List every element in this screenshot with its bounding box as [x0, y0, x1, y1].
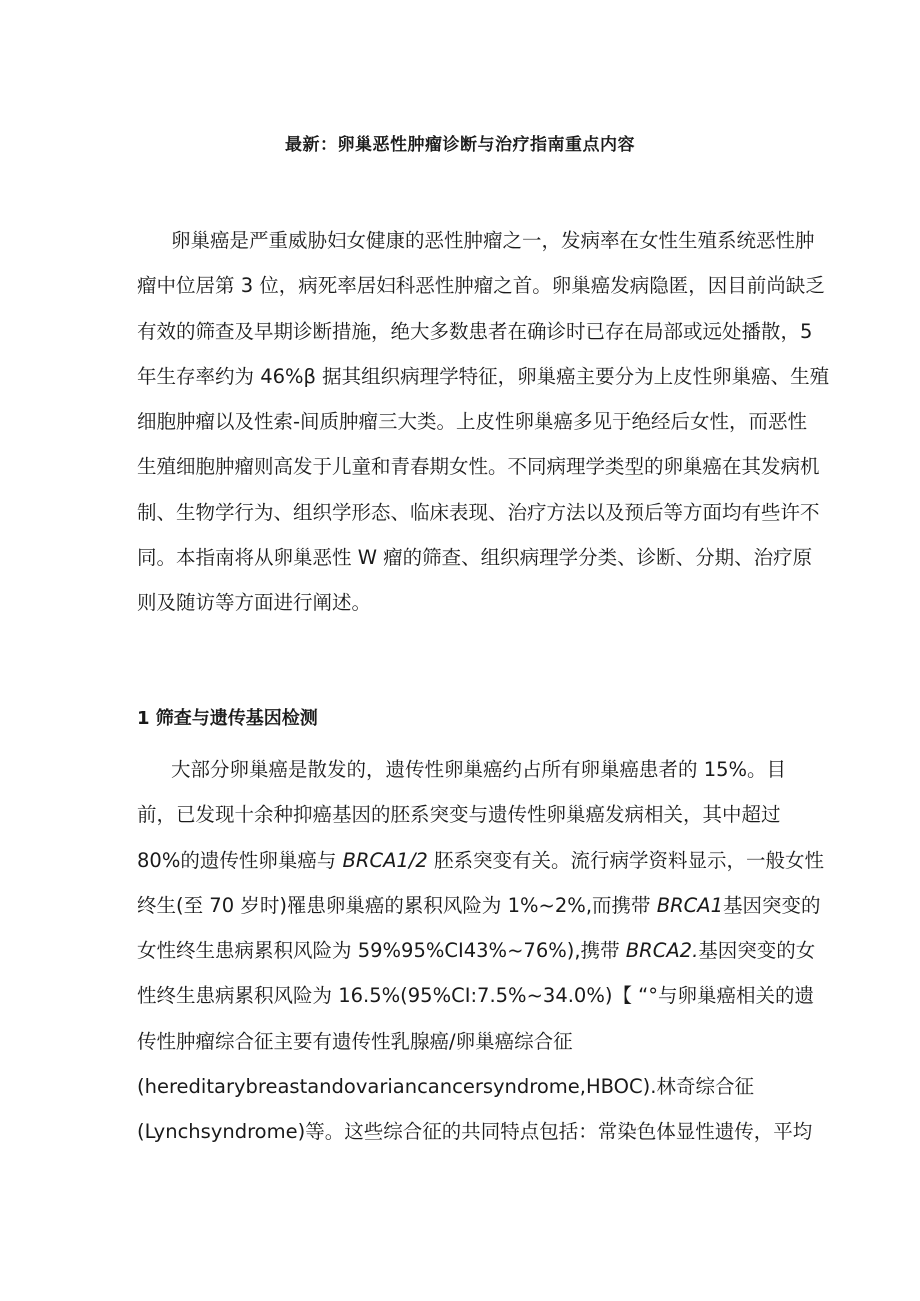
- text-line: (Lynchsyndrome)等。这些综合征的共同特点包括：常染色体显性遗传，平均: [137, 1120, 813, 1144]
- text-line: 生殖细胞肿瘤则高发于儿童和青春期女性。不同病理学类型的卵巢癌在其发病机: [137, 455, 820, 479]
- text-fragment: 胚系突变有关。流行病学资料显示，一般女性: [427, 848, 825, 872]
- text-line: 传性肿瘤综合征主要有遗传性乳腺癌/卵巢癌综合征: [137, 1029, 573, 1053]
- text-fragment: 基因突变的女: [698, 939, 816, 963]
- text-line: (hereditarybreastandovariancancersyndrome,HBOC).林奇综合征: [137, 1075, 754, 1099]
- section-heading: 1 筛查与遗传基因检测: [137, 708, 318, 729]
- text-line: 细胞肿瘤以及性索-间质肿瘤三大类。上皮性卵巢癌多见于绝经后女性，而恶性: [137, 410, 808, 434]
- section-1-paragraph: [137, 747, 825, 1155]
- text-line: 前，已发现十余种抑癌基因的胚系突变与遗传性卵巢癌发病相关，其中超过: [137, 803, 781, 827]
- text-line: 同。本指南将从卵巢恶性 W 瘤的筛查、组织病理学分类、诊断、分期、治疗原: [137, 546, 813, 570]
- text-line: [137, 838, 825, 883]
- text-fragment: 终生(至 70 岁时)罹患卵巢癌的累积风险为 1%~2%,而携带: [137, 893, 657, 917]
- text-line: 有效的筛查及早期诊断措施，绝大多数患者在确诊时已存在局部或远处播散，5: [137, 319, 813, 343]
- text-line: 大部分卵巢癌是散发的，遗传性卵巢癌约占所有卵巢癌患者的 15%。目: [171, 758, 787, 781]
- text-fragment: 80%的遗传性卵巢癌与: [137, 848, 343, 872]
- text-line: 卵巢癌是严重威胁妇女健康的恶性肿瘤之一，发病率在女性生殖系统恶性肿: [171, 229, 815, 252]
- text-line: 年生存率约为 46%β 据其组织病理学特征，卵巢癌主要分为上皮性卵巢癌、生殖: [137, 364, 830, 388]
- text-line: [137, 883, 821, 928]
- intro-paragraph: [137, 218, 830, 626]
- gene-name: BRCA1: [656, 893, 724, 917]
- text-line: 则及随访等方面进行阐述。: [137, 591, 372, 615]
- text-fragment: 女性终生患病累积风险为 59%95%CI43%~76%),携带: [137, 939, 626, 963]
- gene-name: BRCA1/2: [342, 848, 428, 872]
- text-line: 制、生物学行为、组织学形态、临床表现、治疗方法以及预后等方面均有些许不: [137, 500, 820, 524]
- document-title: 最新：卵巢恶性肿瘤诊断与治疗指南重点内容: [285, 135, 635, 155]
- text-line: 性终生患病累积风险为 16.5%(95%CI:7.5%~34.0%)【 “°与卵巢癌相关的遗: [137, 984, 815, 1008]
- text-line: 瘤中位居第 3 位，病死率居妇科恶性肿瘤之首。卵巢癌发病隐匿，因目前尚缺乏: [137, 274, 825, 298]
- text-line: [137, 928, 816, 973]
- text-fragment: 基因突变的: [723, 893, 821, 917]
- gene-name: BRCA2.: [625, 939, 699, 963]
